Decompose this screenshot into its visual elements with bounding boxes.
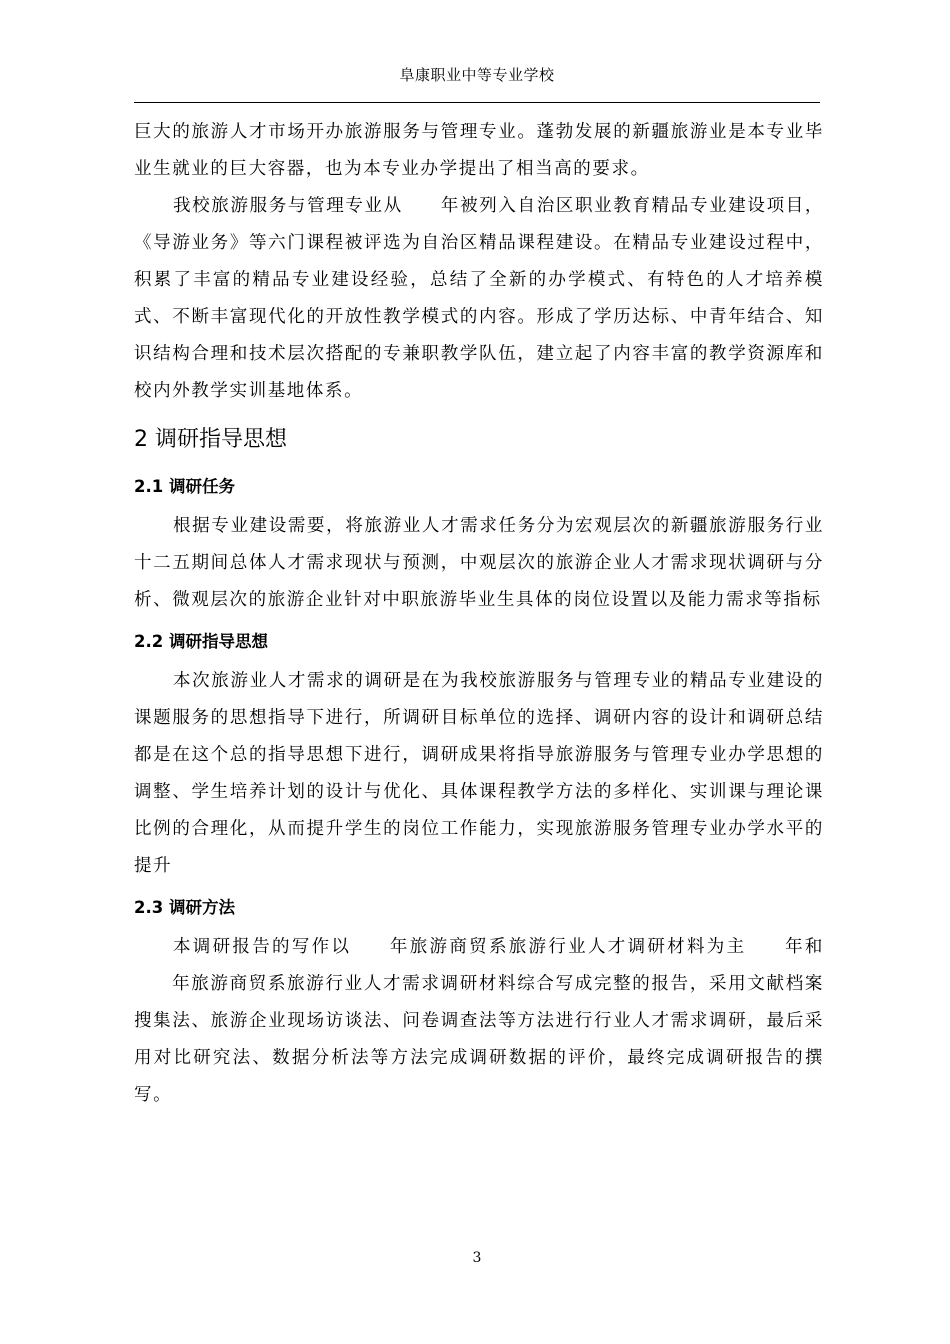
- subsection-heading: 2.3 调研方法: [134, 898, 235, 917]
- paragraph-research-task: 根据专业建设需要，将旅游业人才需求任务分为宏观层次的新疆旅游服务行业十二五期间总体人才需求现状与预测，中观层次的旅游企业人才需求现状调研与分析、微观层次的旅游企业针对中职旅游毕业生具体的岗位设置以及能力需求等指标: [134, 516, 824, 610]
- subsection-heading: 2.1 调研任务: [134, 477, 235, 496]
- paragraph-text: 年被列入自治区职业教育精品专业建设项目，《导游业务》等六门课程被评选为自治区精品课程建设。在精品专业建设过程中，积累了丰富的精品专业建设经验，总结了全新的办学模式、有特色的人才培养模式、不断丰富现代化的开放性教学模式的内容。形成了学历达标、中青年结合、知识结构合理和技术层次搭配的专兼职教学队伍，建立起了内容丰富的教学资源库和校内外教学实训基地体系。: [134, 196, 824, 401]
- subsection-heading: 2.2 调研指导思想: [134, 632, 268, 651]
- paragraph-text: 年旅游商贸系旅游行业人才需求调研材料综合写成完整的报告，采用文献档案搜集法、旅游企业现场访谈法、问卷调查法等方法进行行业人才需求调研，最后采用对比研究法、数据分析法等方法完成调研数据的评价，最终完成调研报告的撰写。: [134, 974, 824, 1105]
- paragraph-program-history: [134, 188, 824, 410]
- page-number: 3: [472, 1250, 482, 1266]
- section-heading: 2 调研指导思想: [134, 427, 287, 452]
- paragraph-continued: 巨大的旅游人才市场开办旅游服务与管理专业。蓬勃发展的新疆旅游业是本专业毕业生就业的巨大容器，也为本专业办学提出了相当高的要求。: [134, 122, 824, 179]
- paragraph-research-method: [134, 929, 824, 1114]
- paragraph-text: 年旅游商贸系旅游行业人才调研材料为主: [389, 937, 747, 957]
- header-divider: [134, 102, 820, 103]
- page-header: 阜康职业中等专业学校: [399, 66, 555, 84]
- paragraph-text: 我校旅游服务与管理专业从: [173, 196, 403, 216]
- paragraph-guiding-idea: 本次旅游业人才需求的调研是在为我校旅游服务与管理专业的精品专业建设的课题服务的思想指导下进行，所调研目标单位的选择、调研内容的设计和调研总结都是在这个总的指导思想下进行，调研成果将指导旅游服务与管理专业办学思想的调整、学生培养计划的设计与优化、具体课程教学方法的多样化、实训课与理论课比例的合理化，从而提升学生的岗位工作能力，实现旅游服务管理专业办学水平的提升: [134, 671, 824, 876]
- paragraph-text: 年和: [784, 937, 824, 957]
- paragraph-text: 本调研报告的写作以: [173, 937, 352, 957]
- page-content: [134, 114, 824, 1114]
